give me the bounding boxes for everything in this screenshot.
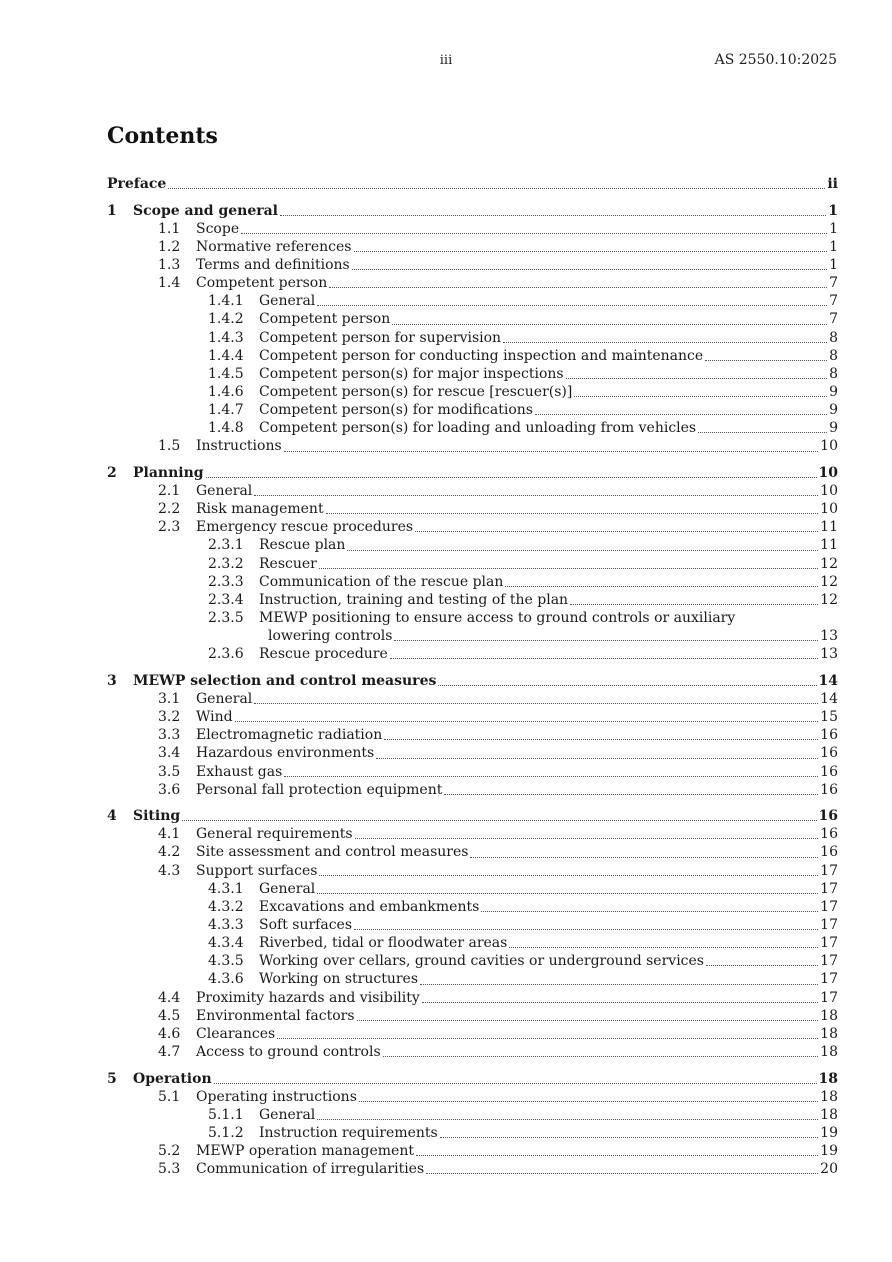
toc-entry-title: Proximity hazards and visibility [196, 989, 420, 1006]
toc-entry-page: 9 [829, 402, 838, 419]
dot-leader [354, 250, 828, 252]
toc-entry-title: Environmental factors [196, 1007, 355, 1024]
toc-entry[interactable] [107, 591, 838, 609]
toc-entry-number: 1.4.1 [208, 293, 244, 310]
toc-entry-page: 12 [820, 591, 838, 608]
toc-entry-number: 1.4.2 [208, 311, 244, 328]
dot-leader [182, 819, 816, 821]
toc-entry[interactable] [107, 500, 838, 518]
toc-entry-page: 14 [820, 690, 838, 707]
toc-entry-page: 18 [820, 1025, 838, 1042]
dot-leader [355, 837, 819, 839]
toc-entry-page: 17 [820, 898, 838, 915]
toc-entry-number: 5.1.2 [208, 1124, 244, 1141]
toc-entry-title: Instruction, training and testing of the plan [259, 591, 569, 608]
toc-entry-number: 2.3.5 [208, 610, 244, 626]
toc-entry-number: 4.5 [158, 1007, 181, 1024]
toc-entry-page: 12 [820, 555, 838, 572]
dot-leader [376, 757, 818, 759]
dot-leader [254, 494, 818, 496]
toc-entry-page: 8 [829, 347, 838, 364]
dot-leader [420, 983, 818, 985]
toc-entry[interactable] [107, 672, 838, 690]
dot-leader [280, 214, 826, 216]
dot-leader [570, 603, 818, 605]
toc-entry-page: 7 [829, 275, 838, 292]
toc-entry[interactable] [107, 1007, 838, 1025]
toc-entry[interactable] [107, 1160, 838, 1178]
toc-entry-number: 5.1.1 [208, 1106, 244, 1123]
dot-leader [354, 928, 818, 930]
toc-entry-title: Riverbed, tidal or floodwater areas [259, 935, 508, 952]
toc-entry-page: 17 [820, 935, 838, 952]
toc-entry-number: 4.3.1 [208, 880, 244, 897]
toc-entry-number: 1.4 [158, 275, 181, 292]
toc-entry[interactable] [107, 916, 838, 934]
toc-entry-number: 5.2 [158, 1143, 181, 1160]
toc-entry-page: 10 [820, 483, 838, 500]
toc-entry-number: 2.3.2 [208, 555, 244, 572]
dot-leader [254, 702, 818, 704]
toc-entry-page: 18 [820, 1007, 838, 1024]
dot-leader [505, 585, 818, 587]
toc-entry[interactable] [107, 862, 838, 880]
toc-entry-number: 4.2 [158, 844, 181, 861]
toc-entry-page: 10 [820, 501, 838, 518]
toc-entry-page: 16 [820, 727, 838, 744]
dot-leader [284, 450, 819, 452]
dot-leader [705, 359, 827, 361]
toc-entry-page: 17 [820, 971, 838, 988]
toc-entry[interactable] [107, 934, 838, 952]
toc-entry-page: 17 [820, 880, 838, 897]
table-of-contents [107, 175, 838, 1178]
toc-entry-title: Competent person for conducting inspection and maintenance [259, 347, 704, 364]
toc-entry-number: 1.4.6 [208, 383, 244, 400]
toc-entry[interactable] [107, 1124, 838, 1142]
toc-entry-page: 16 [818, 808, 838, 825]
toc-entry-title: General [259, 880, 316, 897]
dot-leader [438, 684, 816, 686]
toc-entry-title: Competent person [259, 311, 391, 328]
toc-entry-number: 4.3.4 [208, 935, 244, 952]
toc-entry-page: 16 [820, 844, 838, 861]
toc-entry-number: 1.4.3 [208, 329, 244, 346]
dot-leader [284, 775, 818, 777]
dot-leader [357, 1019, 819, 1021]
toc-entry[interactable] [107, 292, 838, 310]
toc-entry-number: 2.2 [158, 501, 181, 518]
toc-entry[interactable] [107, 383, 838, 401]
toc-entry-title: Preface [107, 175, 167, 192]
toc-entry[interactable] [107, 256, 838, 274]
toc-entry-page: 16 [820, 745, 838, 762]
toc-entry-title: Terms and definitions [196, 256, 350, 273]
toc-entry[interactable] [107, 573, 838, 591]
toc-entry-title: Communication of irregularities [196, 1161, 425, 1178]
toc-entry-number: 2.3 [158, 519, 181, 536]
toc-entry-title: General [196, 690, 253, 707]
toc-entry-title: Competent person for supervision [259, 329, 502, 346]
toc-entry-number: 3.5 [158, 763, 181, 780]
document-code: AS 2550.10:2025 [714, 52, 837, 68]
toc-entry-number: 2.3.6 [208, 646, 244, 663]
page-number: iii [439, 53, 453, 68]
toc-entry-number: 1.2 [158, 238, 181, 255]
toc-entry-number: 1.4.7 [208, 402, 244, 419]
toc-entry-title: Wind [196, 709, 233, 726]
dot-leader [440, 1136, 818, 1138]
dot-leader [241, 232, 827, 234]
toc-entry-title: Scope and general [133, 202, 279, 219]
toc-entry-number: 4 [107, 808, 117, 825]
toc-entry[interactable] [107, 880, 838, 898]
toc-entry-title: Normative references [196, 238, 352, 255]
toc-entry-number: 1.1 [158, 220, 181, 237]
toc-entry[interactable] [107, 437, 838, 455]
toc-entry-page: 17 [820, 989, 838, 1006]
toc-entry-title: Competent person(s) for rescue [rescuer(s)] [259, 383, 573, 400]
toc-entry-number: 1.4.8 [208, 420, 244, 437]
dot-leader [206, 476, 817, 478]
toc-entry-title: Electromagnetic radiation [196, 727, 383, 744]
toc-entry[interactable] [107, 1142, 838, 1160]
toc-entry-number: 3.4 [158, 745, 181, 762]
dot-leader [422, 1001, 818, 1003]
toc-entry-title: Competent person(s) for major inspections [259, 365, 564, 382]
toc-entry-page: 8 [829, 365, 838, 382]
dot-leader [329, 286, 827, 288]
toc-entry-page: 18 [818, 1070, 838, 1087]
toc-entry-number: 1.3 [158, 256, 181, 273]
dot-leader [566, 377, 827, 379]
toc-entry-page: 19 [820, 1124, 838, 1141]
toc-entry-title: Exhaust gas [196, 763, 283, 780]
toc-entry[interactable] [107, 274, 838, 292]
toc-entry-title: Competent person(s) for modifications [259, 402, 533, 419]
toc-entry[interactable] [107, 989, 838, 1007]
toc-entry[interactable] [107, 401, 838, 419]
toc-entry-number: 1.4.4 [208, 347, 244, 364]
toc-entry[interactable] [107, 329, 838, 347]
dot-leader [444, 793, 818, 795]
dot-leader [390, 657, 818, 659]
dot-leader [317, 892, 818, 894]
toc-entry[interactable] [107, 690, 838, 708]
toc-entry-page: 9 [829, 420, 838, 437]
toc-entry-page: 1 [828, 202, 838, 219]
toc-entry-number: 4.6 [158, 1025, 181, 1042]
contents-heading: Contents [107, 123, 218, 149]
toc-entry[interactable] [107, 726, 838, 744]
toc-entry-page: 11 [820, 519, 838, 536]
dot-leader [352, 268, 827, 270]
toc-entry-title: General requirements [196, 826, 353, 843]
toc-entry-number: 2.1 [158, 483, 181, 500]
toc-entry-page: ii [827, 175, 838, 192]
toc-entry-title: Operating instructions [196, 1088, 357, 1105]
toc-entry-page: 13 [820, 646, 838, 663]
toc-entry[interactable] [107, 609, 838, 627]
toc-entry[interactable] [107, 347, 838, 365]
dot-leader [535, 413, 827, 415]
toc-entry[interactable] [107, 536, 838, 554]
toc-entry[interactable] [107, 970, 838, 988]
toc-entry-title: Operation [133, 1070, 212, 1087]
toc-entry-title: MEWP operation management [196, 1143, 414, 1160]
toc-entry[interactable] [107, 744, 838, 762]
toc-entry-page: 18 [820, 1106, 838, 1123]
dot-leader [317, 1118, 818, 1120]
dot-leader [319, 874, 818, 876]
toc-entry[interactable] [107, 898, 838, 916]
dot-leader [503, 341, 827, 343]
toc-entry-page: 16 [820, 781, 838, 798]
dot-leader [319, 567, 818, 569]
toc-entry-page: 13 [820, 628, 838, 645]
dot-leader [415, 530, 818, 532]
toc-entry-page: 7 [829, 311, 838, 328]
toc-entry-number: 4.3 [158, 862, 181, 879]
toc-entry-title: Instruction requirements [259, 1124, 438, 1141]
dot-leader [698, 431, 827, 433]
toc-entry-page: 14 [818, 672, 838, 689]
toc-entry[interactable] [107, 220, 838, 238]
toc-entry-number: 2.3.3 [208, 573, 244, 590]
dot-leader [168, 187, 825, 189]
toc-entry-title: General [196, 483, 253, 500]
dot-leader [317, 304, 827, 306]
toc-entry-title: Competent person [196, 275, 328, 292]
dot-leader [359, 1100, 818, 1102]
toc-entry-page: 1 [829, 256, 838, 273]
dot-leader [326, 512, 819, 514]
toc-entry-title: Site assessment and control measures [196, 844, 469, 861]
toc-entry[interactable] [107, 952, 838, 970]
toc-entry-page: 12 [820, 573, 838, 590]
dot-leader [214, 1082, 817, 1084]
toc-entry[interactable] [107, 843, 838, 861]
toc-entry-number: 4.3.3 [208, 917, 244, 934]
toc-entry-title: General [259, 1106, 316, 1123]
toc-entry-page: 19 [820, 1143, 838, 1160]
toc-entry-number: 2.3.4 [208, 591, 244, 608]
toc-entry-title: General [259, 293, 316, 310]
toc-entry-title: Support surfaces [196, 862, 318, 879]
toc-entry-number: 5.1 [158, 1088, 181, 1105]
toc-entry-page: 16 [820, 826, 838, 843]
toc-entry[interactable] [107, 825, 838, 843]
toc-entry-title: Working over cellars, ground cavities or underground services [259, 953, 704, 970]
toc-entry-title: Instructions [196, 438, 282, 455]
dot-leader [481, 910, 818, 912]
toc-entry-number: 1.5 [158, 438, 181, 455]
toc-entry-number: 4.3.2 [208, 898, 244, 915]
toc-entry[interactable] [107, 518, 838, 536]
toc-entry-page: 1 [829, 220, 838, 237]
toc-entry-number: 2.3.1 [208, 537, 244, 554]
toc-entry-number: 4.3.6 [208, 971, 244, 988]
dot-leader [394, 639, 818, 641]
dot-leader [277, 1037, 818, 1039]
toc-entry-number: 1.4.5 [208, 365, 244, 382]
toc-entry-number: 4.7 [158, 1044, 181, 1061]
toc-entry[interactable] [107, 781, 838, 799]
toc-entry-title: lowering controls [268, 628, 393, 645]
toc-entry-title: Clearances [196, 1025, 276, 1042]
dot-leader [383, 1055, 819, 1057]
toc-entry-page: 10 [820, 438, 838, 455]
toc-entry-number: 5.3 [158, 1161, 181, 1178]
toc-entry-page: 7 [829, 293, 838, 310]
toc-entry-number: 2 [107, 464, 117, 481]
toc-entry-title: Rescue procedure [259, 646, 388, 663]
toc-entry-title: Working on structures [259, 971, 419, 988]
toc-entry[interactable] [107, 1025, 838, 1043]
toc-entry-number: 1 [107, 202, 117, 219]
toc-entry-page: 16 [820, 763, 838, 780]
toc-entry[interactable] [107, 175, 838, 193]
toc-entry-page: 1 [829, 238, 838, 255]
dot-leader [384, 738, 818, 740]
toc-entry[interactable] [107, 1070, 838, 1088]
toc-entry-number: 3.6 [158, 781, 181, 798]
toc-entry-title: Rescue plan [259, 537, 346, 554]
toc-entry[interactable] [107, 238, 838, 256]
toc-entry-title: Risk management [196, 501, 324, 518]
toc-entry-title: Personal fall protection equipment [196, 781, 443, 798]
toc-entry-title: Access to ground controls [196, 1044, 381, 1061]
dot-leader [416, 1154, 818, 1156]
toc-entry[interactable] [107, 807, 838, 825]
dot-leader [706, 964, 818, 966]
toc-entry-number: 5 [107, 1070, 117, 1087]
toc-entry-page: 10 [818, 464, 838, 481]
toc-entry-title: Planning [133, 464, 204, 481]
toc-entry[interactable] [107, 1106, 838, 1124]
toc-entry-number: 3 [107, 672, 117, 689]
toc-entry-title: Rescuer [259, 555, 317, 572]
toc-entry-page: 15 [820, 709, 838, 726]
toc-entry[interactable] [107, 365, 838, 383]
toc-entry-number: 4.1 [158, 826, 181, 843]
dot-leader [426, 1172, 818, 1174]
toc-entry-page: 17 [820, 953, 838, 970]
toc-entry[interactable] [107, 763, 838, 781]
toc-entry-number: 3.3 [158, 727, 181, 744]
toc-entry-number: 3.2 [158, 709, 181, 726]
dot-leader [392, 323, 827, 325]
toc-entry-title: Emergency rescue procedures [196, 519, 414, 536]
toc-entry-title: Competent person(s) for loading and unloading from vehicles [259, 420, 697, 437]
toc-entry-page: 11 [820, 537, 838, 554]
toc-entry[interactable] [107, 482, 838, 500]
toc-entry-page: 17 [820, 862, 838, 879]
toc-entry[interactable] [107, 627, 838, 645]
toc-entry-number: 4.3.5 [208, 953, 244, 970]
toc-entry[interactable] [107, 310, 838, 328]
toc-entry[interactable] [107, 464, 838, 482]
toc-entry[interactable] [107, 708, 838, 726]
toc-entry-title: Soft surfaces [259, 917, 353, 934]
toc-entry-title: Scope [196, 220, 240, 237]
toc-entry[interactable] [107, 1043, 838, 1061]
toc-entry-number: 4.4 [158, 989, 181, 1006]
toc-entry[interactable] [107, 1088, 838, 1106]
toc-entry-page: 20 [820, 1161, 838, 1178]
dot-leader [574, 395, 827, 397]
toc-entry-page: 18 [820, 1044, 838, 1061]
dot-leader [235, 720, 819, 722]
toc-entry[interactable] [107, 202, 838, 220]
dot-leader [509, 946, 818, 948]
toc-entry-page: 9 [829, 383, 838, 400]
toc-entry-number: 3.1 [158, 690, 181, 707]
toc-entry[interactable] [107, 419, 838, 437]
toc-entry-title: Excavations and embankments [259, 898, 480, 915]
toc-entry[interactable] [107, 645, 838, 663]
toc-entry-page: 17 [820, 917, 838, 934]
toc-entry[interactable] [107, 555, 838, 573]
toc-entry-page: 8 [829, 329, 838, 346]
toc-entry-title: Siting [133, 808, 181, 825]
dot-leader [347, 549, 818, 551]
toc-entry-title: MEWP positioning to ensure access to ground controls or auxiliary [259, 610, 736, 626]
toc-entry-title: Hazardous environments [196, 745, 375, 762]
dot-leader [470, 856, 818, 858]
toc-entry-title: MEWP selection and control measures [133, 672, 437, 689]
toc-entry-title: Communication of the rescue plan [259, 573, 504, 590]
toc-entry-page: 18 [820, 1088, 838, 1105]
